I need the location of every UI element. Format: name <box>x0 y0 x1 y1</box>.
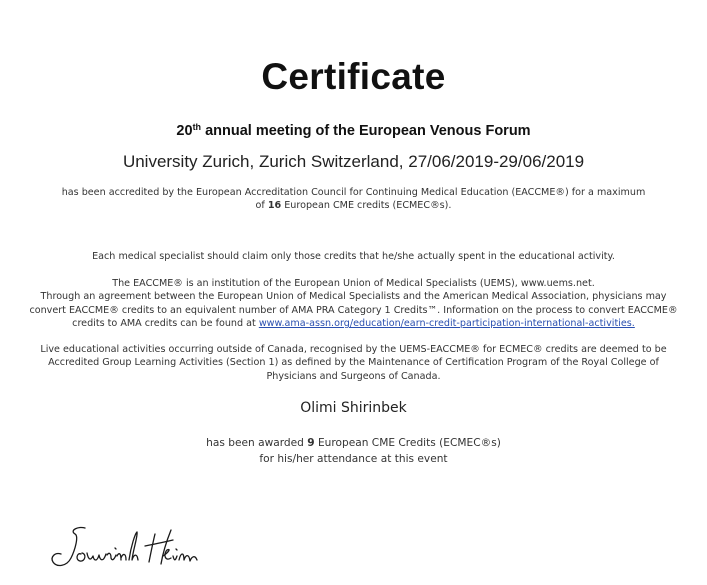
live-activities-info <box>0 343 707 383</box>
eaccme-line-3: convert EACCME® credits to an equivalent number of AMA PRA Category 1 Credits™. Information on the process to convert EACCME® <box>29 304 678 316</box>
recipient-name: Olimi Shirinbek <box>300 400 407 416</box>
live-line-1: Live educational activities occurring outside of Canada, recognised by the UEMS-EACCME® for ECMEC® credits are deemed to be <box>40 344 667 355</box>
live-line-2: Accredited Group Learning Activities (Section 1) as defined by the Maintenance of Certification Program of the Royal College of <box>48 357 659 369</box>
award-statement <box>0 435 707 467</box>
meeting-name <box>0 123 707 139</box>
meeting-title: annual meeting of the European Venous Forum <box>201 123 531 139</box>
accreditation-line-1: has been accredited by the European Accreditation Council for Continuing Medical Education (EACCME®) for a maximum <box>61 187 646 198</box>
meeting-ordinal-suffix: th <box>192 122 202 132</box>
attendance-line: for his/her attendance at this event <box>259 453 448 465</box>
accreditation-prefix: of <box>255 200 268 212</box>
handwritten-signature <box>45 522 215 577</box>
accreditation-credits: 16 <box>267 200 282 212</box>
award-prefix: has been awarded <box>206 437 308 449</box>
eaccme-line-4-text: credits to AMA credits can be found at <box>72 318 259 330</box>
eaccme-line-1: The EACCME® is an institution of the European Union of Medical Specialists (UEMS), www.uems.net. <box>112 278 595 289</box>
eaccme-line-2: Through an agreement between the European Union of Medical Specialists and the American Medical Association, physicians may <box>40 291 667 303</box>
live-line-3: Physicians and Surgeons of Canada. <box>266 370 441 382</box>
award-line <box>0 435 707 451</box>
eaccme-info <box>0 277 707 331</box>
award-credits: 9 <box>307 437 315 449</box>
award-suffix: European CME Credits (ECMEC®s) <box>314 437 501 449</box>
accreditation-line-2 <box>12 199 695 212</box>
claim-notice: Each medical specialist should claim only those credits that he/she actually spent in the educational activity. <box>92 251 615 262</box>
meeting-ordinal-number: 20 <box>176 123 193 139</box>
certificate-title: Certificate <box>261 56 446 97</box>
ama-credit-link[interactable]: www.ama-assn.org/education/earn-credit-participation-international-activities. <box>258 318 635 330</box>
accreditation-statement <box>0 186 707 213</box>
accreditation-suffix: European CME credits (ECMEC®s). <box>281 200 452 212</box>
location-dates: University Zurich, Zurich Switzerland, 27/06/2019-29/06/2019 <box>122 152 585 171</box>
eaccme-line-4 <box>0 317 707 330</box>
